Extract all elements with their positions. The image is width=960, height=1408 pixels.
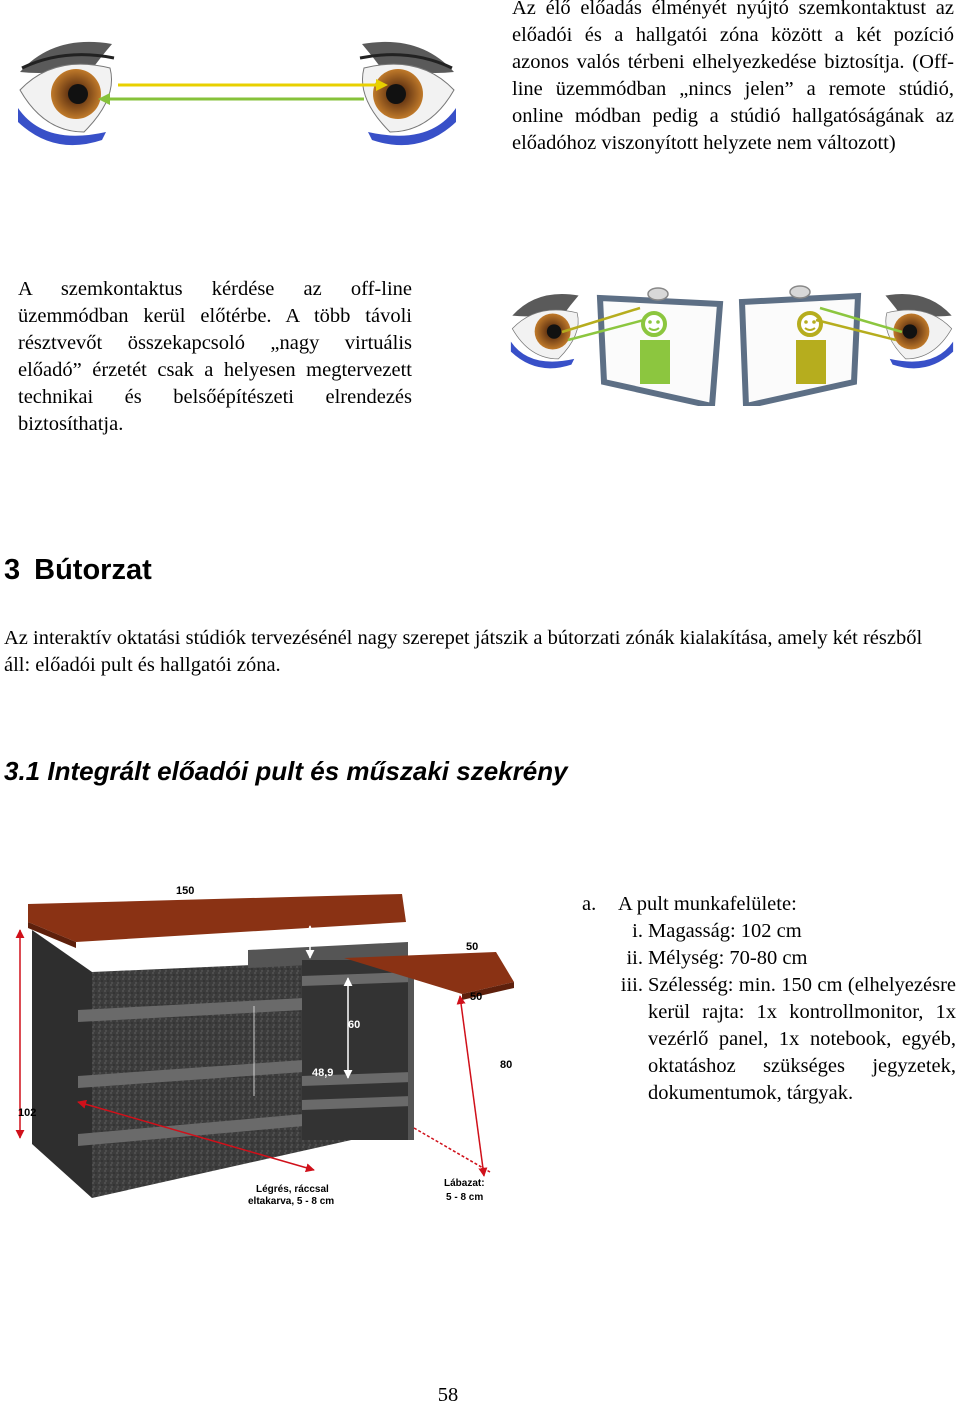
- spec-list: [582, 891, 956, 1107]
- right-eye-icon: [360, 42, 456, 145]
- dim-inner-height-label: 60: [348, 1019, 361, 1031]
- middle-paragraph: A szemkontaktus kérdése az off-line üzemmódban kerül előtérbe. A több távoli résztvevőt összekapcsoló „nagy virtuális előadó” érzetét csak a helyesen megtervezett technikai és belsőépítészeti elrendezés biztosíthatja.: [18, 278, 412, 435]
- base-label-line1: Lábazat:: [444, 1178, 485, 1189]
- list-item: [582, 972, 956, 1107]
- section-title: Bútorzat: [34, 554, 152, 586]
- intro-paragraph: Az interaktív oktatási stúdiók tervezésénél nagy szerepet játszik a bútorzati zónák kialakítása, amely két részből áll: előadói pult és hallgatói zóna.: [4, 627, 923, 676]
- subsection-heading: [4, 756, 568, 787]
- list-item-marker: i.: [632, 920, 643, 942]
- dim-inner-width-label: 48,9: [312, 1067, 334, 1079]
- list-item-text: Magasság: 102 cm: [648, 920, 802, 942]
- dim-ext-depth-label: 50: [470, 991, 483, 1003]
- tabletop: [28, 894, 406, 942]
- spec-heading-marker: a.: [582, 893, 597, 915]
- list-item-marker: ii.: [626, 947, 643, 969]
- section-heading: [4, 554, 152, 587]
- top-paragraph: Az élő előadás élményét nyújtó szemkontaktust az előadói és a hallgatói zóna között a két pozíció azonos valós térbeni elhelyezkedése biztosítja. (Off-line üzemmódban „nincs jelen” a remote stúdió, online módban pedig a stúdió hallgatóságának az előadóhoz viszonyított helyzete nem változott): [512, 0, 954, 154]
- vent-label-line2: eltakarva, 5 - 8 cm: [248, 1196, 335, 1207]
- subsection-title: Integrált előadói pult és műszaki szekrény: [47, 756, 568, 786]
- base-label-line2: 5 - 8 cm: [446, 1192, 484, 1203]
- dim-depth-label: 80: [500, 1059, 513, 1071]
- dim-height-label: 102: [18, 1107, 37, 1119]
- cabinet-body: [32, 930, 414, 1198]
- list-item: [582, 918, 956, 945]
- subsection-number: 3.1: [4, 756, 41, 786]
- dim-ext-width-label: 50: [466, 941, 479, 953]
- spec-heading-text: A pult munkafelülete:: [618, 893, 797, 915]
- left-monitor-icon: [600, 288, 720, 406]
- vent-label-line1: Légrés, ráccsal: [256, 1184, 329, 1195]
- dim-shelf-gap-label: 12: [322, 935, 335, 947]
- list-item-text: Mélység: 70-80 cm: [648, 947, 808, 969]
- list-item-marker: iii.: [620, 974, 643, 996]
- list-item: [582, 945, 956, 972]
- gaze-arrows: [98, 79, 388, 105]
- left-eye-icon: [18, 42, 114, 145]
- dim-width-label: 150: [176, 885, 195, 897]
- cabinet-diagram: [14, 876, 554, 1212]
- right-monitor-icon: [742, 286, 858, 406]
- section-number: 3: [4, 554, 21, 586]
- eye-contact-illustration: [14, 28, 460, 158]
- spec-heading: [582, 891, 956, 918]
- list-item-text: Szélesség: min. 150 cm (elhelyezésre kerül rajta: 1x kontrollmonitor, 1x vezérlő panel, 1x notebook, egyéb, oktatáshoz szükséges jegyzetek, dokumentumok, tárgyak.: [648, 974, 956, 1104]
- virtual-presenter-illustration: [508, 284, 956, 406]
- page-number: 58: [437, 1384, 459, 1406]
